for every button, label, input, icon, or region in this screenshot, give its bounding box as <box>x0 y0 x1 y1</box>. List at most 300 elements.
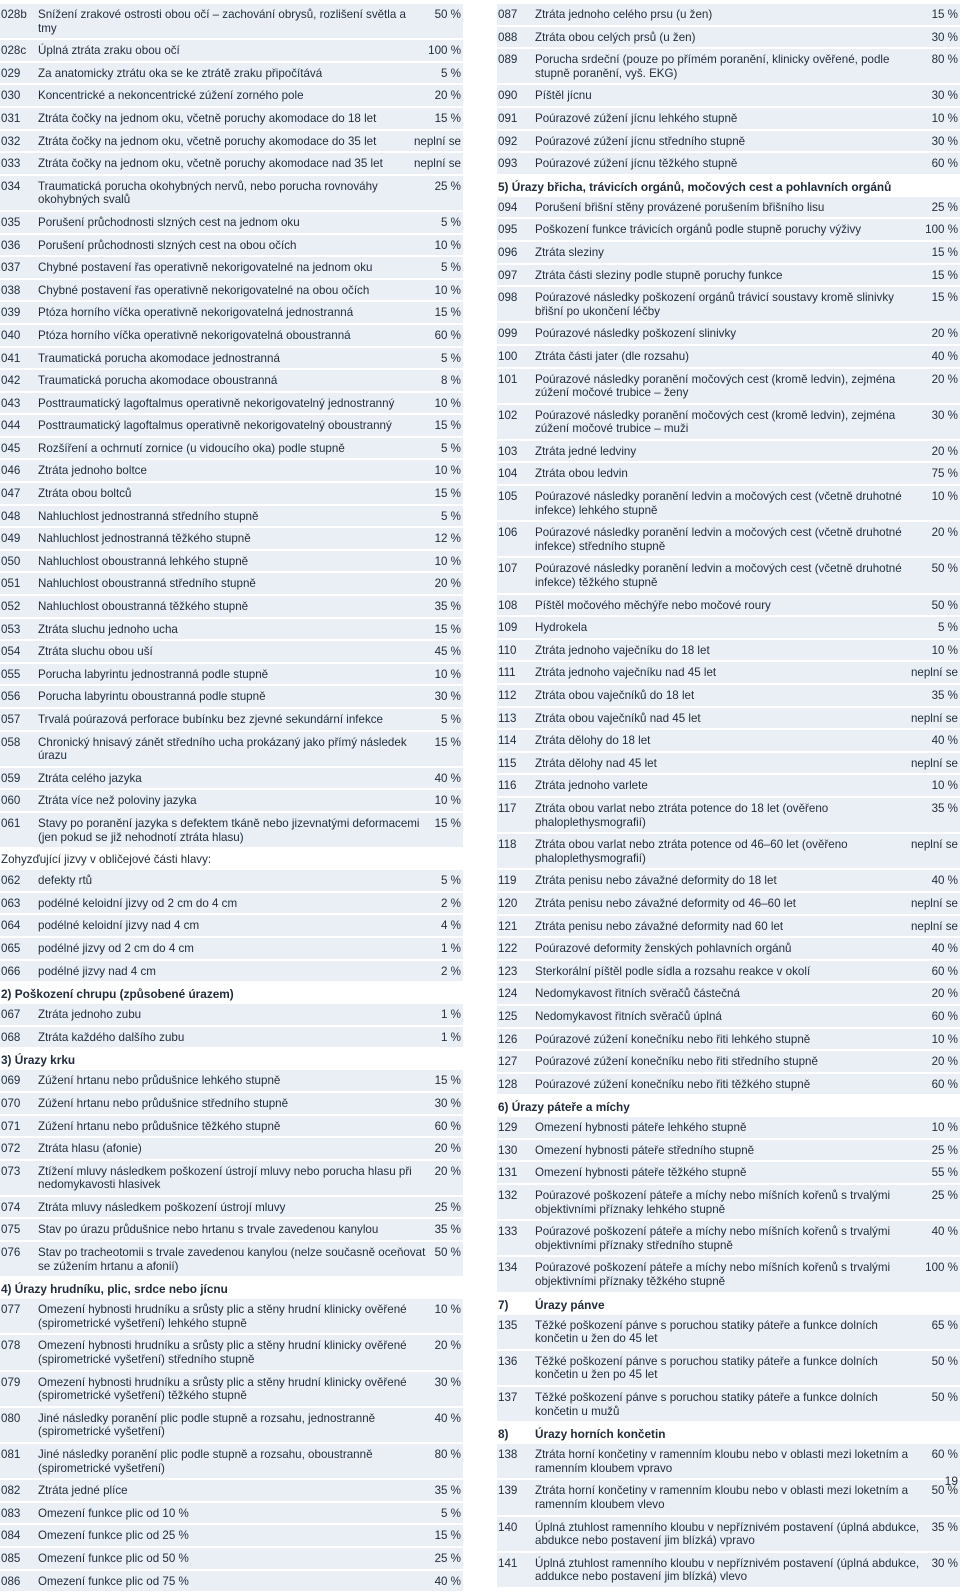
item-code: 113 <box>498 711 517 725</box>
item-code: 078 <box>1 1339 21 1353</box>
item-code: 109 <box>498 621 518 635</box>
item-description: Ztráta jedné ledviny <box>535 444 637 458</box>
item-code: 091 <box>498 111 518 125</box>
left-column <box>0 4 463 1593</box>
item-code: 041 <box>1 351 21 365</box>
item-percentage: 50 % <box>931 1354 958 1368</box>
item-description: Ztráta čočky na jednom oku, včetně poruchy akomodace do 35 let <box>38 134 377 148</box>
item-percentage: 5 % <box>441 509 461 523</box>
item-description: Omezení funkce plic od 75 % <box>38 1574 189 1588</box>
item-description: defekty rtů <box>38 874 93 888</box>
item-description: Ztráta čočky na jednom oku, včetně poruchy akomodace do 18 let <box>38 111 377 125</box>
table-row <box>497 242 960 265</box>
table-row <box>497 405 960 441</box>
table-row <box>0 212 463 235</box>
item-description: Ztráta horní končetiny v ramenním kloubu nebo v oblasti mezi loketním a ramenním kloubem vlevo <box>535 1484 909 1511</box>
item-percentage: neplní se <box>910 838 958 852</box>
item-code: 085 <box>1 1551 21 1565</box>
item-description: Ztráta obou celých prsů (u žen) <box>535 30 696 44</box>
table-row <box>0 790 463 813</box>
item-percentage: 25 % <box>434 1551 461 1565</box>
table-row <box>497 85 960 108</box>
table-row <box>497 219 960 242</box>
item-code: 105 <box>498 490 518 504</box>
item-description: Nahluchlost jednostranná těžkého stupně <box>38 532 251 546</box>
item-percentage: 5 % <box>441 441 461 455</box>
item-percentage: 1 % <box>441 941 461 955</box>
item-code: 063 <box>1 896 21 910</box>
item-description: Poškození funkce trávicích orgánů podle stupně poruchy výživy <box>535 223 862 237</box>
item-percentage: 30 % <box>434 1096 461 1110</box>
item-percentage: 100 % <box>925 1261 958 1275</box>
table-row <box>0 551 463 574</box>
item-description: Poúrazové následky poranění močových cest (kromě ledvin), zejména zúžení močové trubice – ženy <box>535 372 896 400</box>
item-code: 090 <box>498 89 518 103</box>
item-percentage: 5 % <box>441 874 461 888</box>
item-code: 106 <box>498 526 518 540</box>
table-row <box>0 460 463 483</box>
table-row <box>497 1444 960 1480</box>
item-percentage: 20 % <box>931 1055 958 1069</box>
item-code: 089 <box>498 53 518 67</box>
item-percentage: 80 % <box>434 1448 461 1461</box>
item-percentage: 10 % <box>434 238 461 252</box>
item-description: Poúrazové zúžení konečníku nebo řiti lehkého stupně <box>535 1032 811 1046</box>
table-row <box>0 393 463 416</box>
item-description: Omezení funkce plic od 25 % <box>38 1529 189 1543</box>
item-code: 061 <box>1 816 21 830</box>
item-code: 121 <box>498 919 518 933</box>
table-row <box>0 131 463 154</box>
item-percentage: 10 % <box>434 667 461 681</box>
item-percentage: 35 % <box>434 600 461 614</box>
item-code: 039 <box>1 306 21 320</box>
item-code: 030 <box>1 89 21 103</box>
item-percentage: neplní se <box>910 896 958 910</box>
item-code: 118 <box>498 838 517 852</box>
table-row <box>497 870 960 893</box>
table-row <box>0 438 463 461</box>
item-percentage: 10 % <box>931 490 958 504</box>
item-code: 044 <box>1 419 21 433</box>
item-description: Těžké poškození pánve s poruchou statiky páteře a funkce dolních končetin u žen do 45 let <box>535 1318 878 1346</box>
item-code: 083 <box>1 1506 21 1520</box>
table-row <box>0 870 463 893</box>
item-description: Ztráta hlasu (afonie) <box>38 1142 142 1156</box>
table-row <box>497 595 960 618</box>
item-percentage: 50 % <box>931 562 958 576</box>
item-description: Ztráta více než poloviny jazyka <box>38 794 197 808</box>
item-code: 140 <box>498 1520 518 1534</box>
item-description: Poúrazové následky poranění ledvin a močových cest (včetně druhotné infekce) těžkého stupně <box>535 562 902 590</box>
item-percentage: 12 % <box>434 532 461 546</box>
item-description: Ztráta sluchu obou uší <box>38 645 153 659</box>
item-code: 064 <box>1 919 21 933</box>
item-code: 067 <box>1 1008 21 1022</box>
item-code: 042 <box>1 374 21 388</box>
item-description: Porucha srdeční (pouze po přímém poranění, klinicky ověřené, podle stupně poranění, vyš. EKG) <box>535 53 890 80</box>
item-description: podélné jizvy nad 4 cm <box>38 964 156 978</box>
item-description: Ztráta sleziny <box>535 245 604 259</box>
subsection-label: Zohyzďující jizvy v obličejové části hlavy: <box>1 853 212 867</box>
item-description: Omezení hybnosti páteře lehkého stupně <box>535 1121 747 1135</box>
item-code: 047 <box>1 487 21 501</box>
item-percentage: 35 % <box>931 1520 958 1534</box>
table-row <box>0 573 463 596</box>
item-code: 141 <box>498 1556 518 1570</box>
item-code: 095 <box>498 223 518 237</box>
item-percentage: 15 % <box>434 419 461 433</box>
item-percentage: 25 % <box>931 1143 958 1157</box>
table-row <box>497 961 960 984</box>
item-code: 128 <box>498 1077 518 1091</box>
item-code: 066 <box>1 964 21 978</box>
table-row <box>497 486 960 522</box>
item-description: Poúrazové deformity ženských pohlavních orgánů <box>535 942 792 956</box>
item-percentage: 60 % <box>931 1009 958 1023</box>
item-percentage: 4 % <box>441 919 461 933</box>
page-number: 19 <box>944 1474 958 1488</box>
item-description: Úplná ztuhlost ramenního kloubu v nepříznivém postavení (úplná abdukce, addukce nebo postavení jim blízká) vlevo <box>535 1556 920 1584</box>
table-row <box>497 1351 960 1387</box>
item-code: 045 <box>1 441 21 455</box>
item-code: 080 <box>1 1411 21 1425</box>
table-row <box>0 1548 463 1571</box>
item-code: 096 <box>498 245 518 259</box>
item-code: 070 <box>1 1096 21 1110</box>
item-code: 107 <box>498 562 518 576</box>
item-description: Omezení hybnosti hrudníku a srůsty plic a stěny hrudní klinicky ověřené (spirometrické vyšetření) těžkého stupně <box>38 1375 407 1403</box>
item-code: 120 <box>498 896 518 910</box>
item-description: Píštěl jícnu <box>535 89 592 103</box>
item-percentage: 25 % <box>931 200 958 214</box>
item-percentage: 30 % <box>434 1375 461 1389</box>
table-row <box>497 617 960 640</box>
table-row <box>0 709 463 732</box>
item-code: 104 <box>498 467 518 481</box>
item-percentage: 20 % <box>434 89 461 103</box>
item-code: 028c <box>1 44 27 58</box>
item-code: 081 <box>1 1448 21 1461</box>
item-code: 110 <box>498 643 517 657</box>
item-code: 123 <box>498 964 518 978</box>
item-code: 040 <box>1 328 21 342</box>
item-description: Za anatomicky ztrátu oka se ke ztrátě zraku připočítává <box>38 66 323 80</box>
item-percentage: 35 % <box>931 689 958 702</box>
table-row <box>497 1221 960 1257</box>
table-row <box>497 662 960 685</box>
item-description: Omezení hybnosti hrudníku a srůsty plic a stěny hrudní klinicky ověřené (spirometrické vyšetření) lehkého stupně <box>38 1303 407 1330</box>
item-description: Porušení břišní stěny provázené porušením břišního lisu <box>535 200 825 214</box>
item-percentage: 5 % <box>441 66 461 80</box>
item-code: 098 <box>498 291 518 305</box>
item-percentage: 35 % <box>434 1223 461 1237</box>
item-code: 038 <box>1 283 21 297</box>
item-code: 092 <box>498 134 518 148</box>
item-code: 029 <box>1 66 21 80</box>
item-percentage: 20 % <box>931 987 958 1001</box>
item-percentage: 55 % <box>931 1166 958 1180</box>
item-description: Traumatická porucha akomodace oboustranná <box>38 374 278 388</box>
item-code: 052 <box>1 600 21 614</box>
table-row <box>497 1074 960 1097</box>
item-code: 034 <box>1 179 21 193</box>
item-code: 087 <box>498 8 518 21</box>
item-description: Omezení hybnosti hrudníku a srůsty plic a stěny hrudní klinicky ověřené (spirometrické vyšetření) středního stupně <box>38 1339 407 1367</box>
item-percentage: 1 % <box>441 1008 461 1022</box>
item-code: 056 <box>1 690 21 704</box>
item-description: Těžké poškození pánve s poruchou statiky páteře a funkce dolních končetin u žen po 45 let <box>535 1354 878 1382</box>
section-heading: 4) Úrazy hrudníku, plic, srdce nebo jícnu <box>1 1282 228 1297</box>
table-row <box>497 463 960 486</box>
table-row <box>0 686 463 709</box>
item-percentage: 15 % <box>434 816 461 830</box>
table-row <box>0 1372 463 1408</box>
item-percentage: 25 % <box>434 1200 461 1214</box>
item-percentage: 15 % <box>434 306 461 320</box>
item-code: 036 <box>1 238 21 252</box>
item-description: Ztráta sluchu jednoho ucha <box>38 622 178 636</box>
item-code: 033 <box>1 157 21 171</box>
table-row <box>497 1553 960 1589</box>
item-description: Ztráta jednoho varlete <box>535 779 648 793</box>
item-percentage: 5 % <box>441 713 461 726</box>
item-percentage: 10 % <box>931 643 958 657</box>
table-row <box>0 1408 463 1444</box>
item-code: 094 <box>498 200 518 214</box>
item-description: Ztráta obou boltců <box>38 487 132 501</box>
table-row <box>0 415 463 438</box>
item-code: 103 <box>498 444 518 458</box>
table-row <box>497 775 960 798</box>
table-row <box>497 558 960 594</box>
item-code: 139 <box>498 1484 518 1498</box>
item-percentage: 15 % <box>434 487 461 501</box>
table-row <box>497 1162 960 1185</box>
table-row <box>0 235 463 258</box>
item-percentage: 60 % <box>931 964 958 978</box>
item-description: Poúrazové následky poškození orgánů trávicí soustavy kromě slinivky břišní po ukončení léčby <box>535 291 894 318</box>
table-row <box>497 640 960 663</box>
section-heading <box>497 1423 960 1444</box>
item-percentage: 15 % <box>434 1529 461 1543</box>
item-code: 102 <box>498 408 518 422</box>
table-row <box>0 40 463 63</box>
item-code: 059 <box>1 771 21 785</box>
table-row <box>0 4 463 40</box>
table-row <box>0 85 463 108</box>
item-description: Nahluchlost jednostranná středního stupně <box>38 509 259 523</box>
item-code: 135 <box>498 1318 518 1332</box>
table-row <box>0 1299 463 1335</box>
item-percentage: 1 % <box>441 1030 461 1044</box>
item-description: Zúžení hrtanu nebo průdušnice středního stupně <box>38 1096 289 1110</box>
item-code: 132 <box>498 1189 518 1203</box>
item-description: Chybné postavení řas operativně nekorigovatelné na jednom oku <box>38 261 373 275</box>
item-percentage: 15 % <box>931 291 958 305</box>
item-percentage: 60 % <box>931 1448 958 1462</box>
table-row <box>497 265 960 288</box>
item-code: 115 <box>498 756 517 770</box>
item-percentage: 8 % <box>441 374 461 388</box>
item-percentage: 20 % <box>931 372 958 386</box>
item-description: Ztráta celého jazyka <box>38 771 142 785</box>
table-row <box>497 708 960 731</box>
item-description: Rozšíření a ochrnutí zornice (u vidoucího oka) podle stupně <box>38 441 345 455</box>
table-row <box>0 893 463 916</box>
item-percentage: 10 % <box>434 396 461 410</box>
item-percentage: 50 % <box>434 8 461 21</box>
item-description: Trvalá poúrazová perforace bubínku bez zjevné sekundární infekce <box>38 713 384 726</box>
table-row <box>0 915 463 938</box>
table-row <box>497 346 960 369</box>
item-description: Ztráta obou ledvin <box>535 467 628 481</box>
table-row <box>0 1444 463 1480</box>
item-code: 076 <box>1 1246 21 1260</box>
item-description: Ztráta penisu nebo závažné deformity nad 60 let <box>535 919 784 933</box>
item-percentage: 30 % <box>931 134 958 148</box>
item-percentage: 15 % <box>434 111 461 125</box>
item-percentage: 5 % <box>441 261 461 275</box>
item-percentage: 2 % <box>441 896 461 910</box>
item-percentage: 10 % <box>931 1121 958 1135</box>
item-percentage: 60 % <box>931 157 958 171</box>
table-row <box>0 506 463 529</box>
item-percentage: 40 % <box>931 734 958 748</box>
item-description: Nahluchlost oboustranná lehkého stupně <box>38 554 249 568</box>
section-number: 7) <box>498 1297 509 1312</box>
item-percentage: 25 % <box>931 1189 958 1203</box>
item-code: 114 <box>498 734 517 748</box>
item-description: Ztráta čočky na jednom oku, včetně poruchy akomodace nad 35 let <box>38 157 383 171</box>
item-description: Ztráta mluvy následkem poškození ústrojí mluvy <box>38 1200 286 1214</box>
item-percentage: 5 % <box>938 621 958 635</box>
table-row <box>0 813 463 849</box>
table-row <box>497 108 960 131</box>
item-code: 097 <box>498 268 518 282</box>
item-description: Ztráta každého dalšího zubu <box>38 1030 185 1044</box>
item-code: 088 <box>498 30 518 44</box>
item-percentage: neplní se <box>910 711 958 725</box>
item-description: Poúrazové zúžení jícnu těžkého stupně <box>535 157 738 171</box>
item-code: 136 <box>498 1354 518 1368</box>
item-percentage: 75 % <box>931 467 958 481</box>
item-description: Ztráta penisu nebo závažné deformity od 46–60 let <box>535 896 797 910</box>
table-row <box>497 1517 960 1553</box>
item-code: 043 <box>1 396 21 410</box>
table-row <box>497 369 960 405</box>
item-code: 077 <box>1 1303 21 1317</box>
table-row <box>0 732 463 768</box>
table-row <box>497 323 960 346</box>
item-code: 099 <box>498 327 518 341</box>
item-description: Porušení průchodnosti slzných cest na obou očích <box>38 238 297 252</box>
table-row <box>0 1335 463 1371</box>
item-description: Poúrazové poškození páteře a míchy nebo míšních kořenů s trvalými objektivními příznaky lehkého stupně <box>535 1189 891 1216</box>
item-description: Těžké poškození pánve s poruchou statiky páteře a funkce dolních končetin u mužů <box>535 1391 878 1418</box>
item-code: 084 <box>1 1529 21 1543</box>
table-row <box>0 619 463 642</box>
item-description: Ztráta jedné plíce <box>38 1484 128 1498</box>
item-description: Nahluchlost oboustranná středního stupně <box>38 577 256 591</box>
item-description: Ztráta obou varlat nebo ztráta potence od 46–60 let (ověřeno phaloplethysmografií) <box>535 838 848 865</box>
table-row <box>0 1242 463 1278</box>
item-description: Ztráta dělohy do 18 let <box>535 734 651 748</box>
table-row <box>0 938 463 961</box>
table-row <box>0 280 463 303</box>
item-code: 046 <box>1 464 21 478</box>
table-row <box>0 1161 463 1197</box>
item-description: Ztráta horní končetiny v ramenním kloubu nebo v oblasti mezi loketním a ramenním kloubem vpravo <box>535 1448 909 1475</box>
item-code: 035 <box>1 215 21 229</box>
item-description: Ztráta obou varlat nebo ztráta potence do 18 let (ověřeno phaloplethysmografií) <box>535 801 829 829</box>
item-percentage: 50 % <box>931 1391 958 1404</box>
table-row <box>0 1093 463 1116</box>
table-row <box>0 768 463 791</box>
item-percentage: 40 % <box>434 1574 461 1588</box>
item-percentage: 20 % <box>434 1142 461 1156</box>
item-percentage: 30 % <box>931 30 958 44</box>
item-percentage: neplní se <box>910 756 958 770</box>
item-code: 122 <box>498 942 518 956</box>
item-description: Posttraumatický lagoftalmus operativně nekorigovatelný oboustranný <box>38 419 392 433</box>
item-percentage: 10 % <box>434 794 461 808</box>
item-description: Ztráta jednoho vaječníku do 18 let <box>535 643 710 657</box>
item-code: 137 <box>498 1391 518 1404</box>
item-percentage: 15 % <box>434 1074 461 1088</box>
item-percentage: neplní se <box>910 919 958 933</box>
table-row <box>0 596 463 619</box>
item-code: 062 <box>1 874 21 888</box>
table-row <box>0 1027 463 1050</box>
item-description: Poúrazové následky poškození slinivky <box>535 327 737 341</box>
table-row <box>0 1138 463 1161</box>
item-percentage: 60 % <box>931 1077 958 1091</box>
item-code: 129 <box>498 1121 518 1135</box>
item-code: 051 <box>1 577 21 591</box>
item-code: 060 <box>1 794 21 808</box>
item-percentage: neplní se <box>413 157 461 171</box>
item-code: 117 <box>498 801 517 815</box>
table-row <box>0 1480 463 1503</box>
item-description: Ztráta jednoho boltce <box>38 464 147 478</box>
table-row <box>497 131 960 154</box>
section-title: Úrazy pánve <box>535 1297 605 1312</box>
item-description: Ztráta jednoho vaječníku nad 45 let <box>535 666 717 680</box>
table-row <box>0 1219 463 1242</box>
section-heading: 5) Úrazy břicha, trávicích orgánů, močových cest a pohlavních orgánů <box>498 179 892 194</box>
item-description: Omezení hybnosti páteře těžkého stupně <box>535 1166 747 1180</box>
item-description: Nedomykavost řitních svěračů částečná <box>535 987 740 1001</box>
item-code: 073 <box>1 1164 21 1178</box>
item-percentage: 20 % <box>931 526 958 540</box>
table-row <box>497 1257 960 1293</box>
item-code: 048 <box>1 509 21 523</box>
item-description: Poúrazové následky poranění močových cest (kromě ledvin), zejména zúžení močové trubice – muži <box>535 408 896 436</box>
item-description: Nedomykavost řitních svěračů úplná <box>535 1009 722 1023</box>
section-heading: 2) Poškození chrupu (způsobené úrazem) <box>1 987 234 1002</box>
item-percentage: 15 % <box>931 268 958 282</box>
item-percentage: 20 % <box>434 1164 461 1178</box>
item-code: 049 <box>1 532 21 546</box>
item-code: 068 <box>1 1030 21 1044</box>
table-row <box>0 1571 463 1593</box>
item-percentage: 40 % <box>434 1411 461 1425</box>
item-description: Poúrazové následky poranění ledvin a močových cest (včetně druhotné infekce) lehkého stupně <box>535 490 902 517</box>
item-percentage: 20 % <box>931 327 958 341</box>
item-code: 093 <box>498 157 518 171</box>
item-percentage: neplní se <box>413 134 461 148</box>
